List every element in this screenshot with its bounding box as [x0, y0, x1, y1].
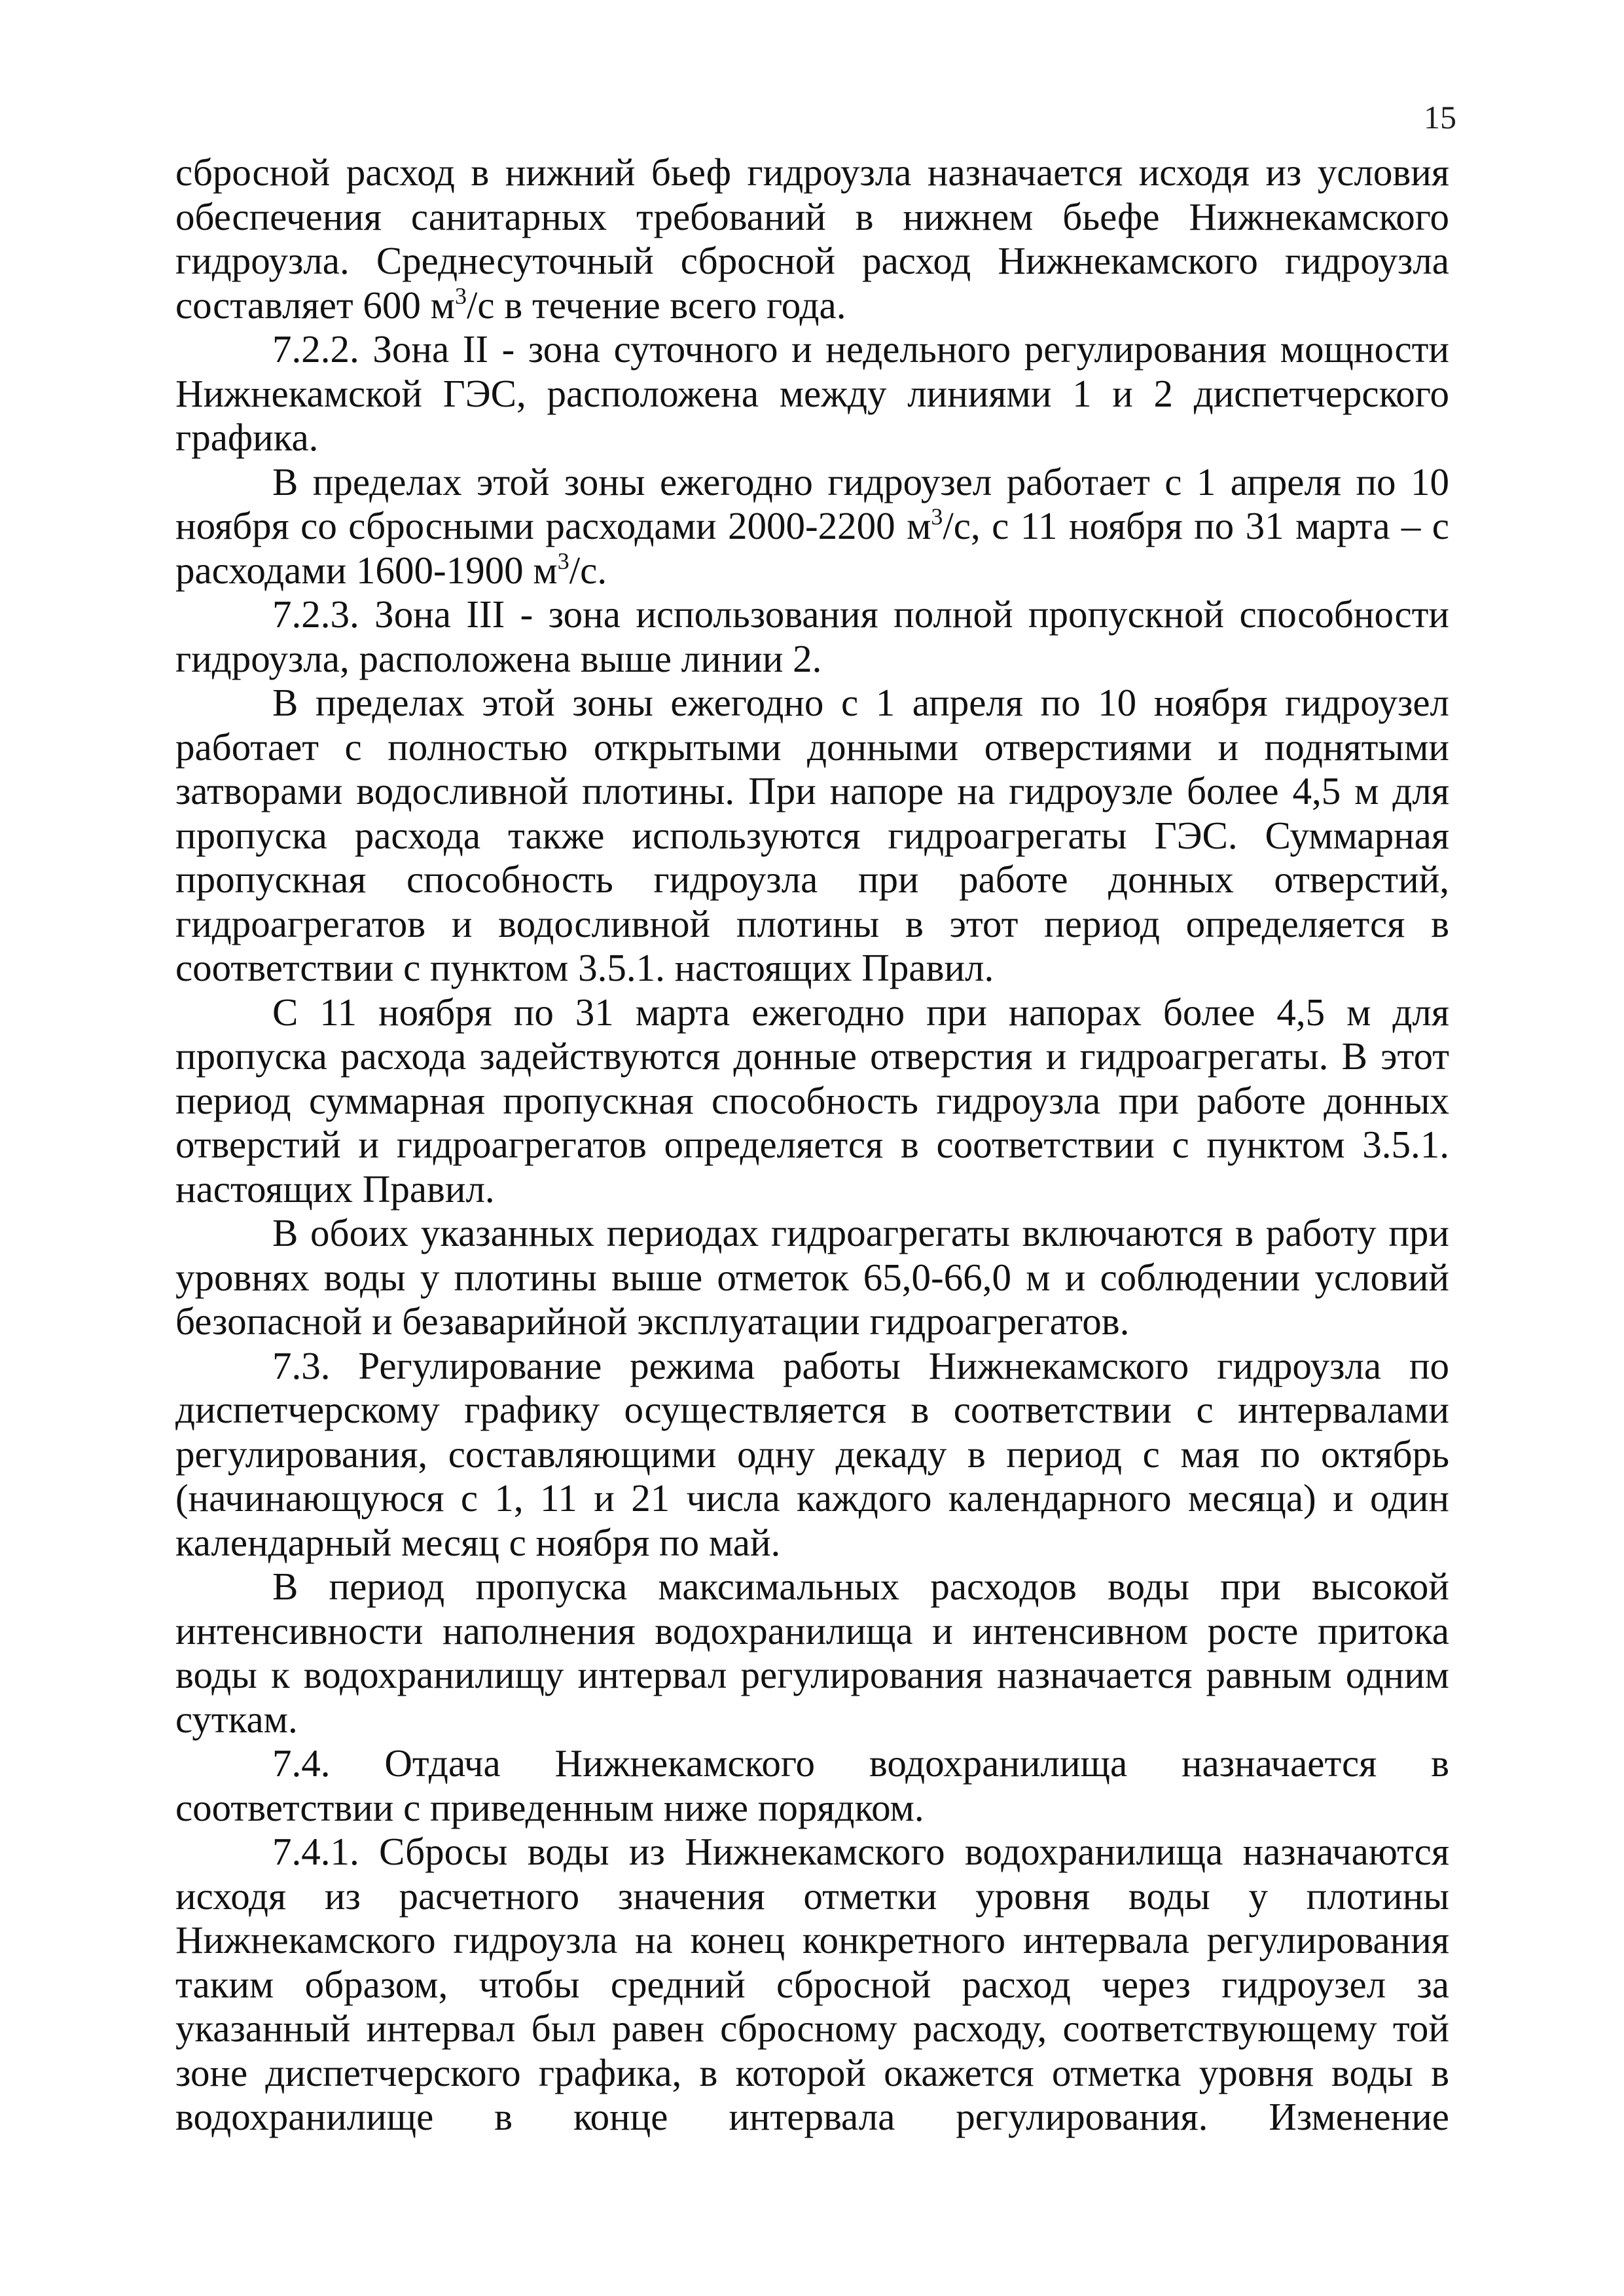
- superscript: 3: [557, 547, 569, 574]
- superscript: 3: [455, 282, 467, 309]
- paragraph-section-7-4: 7.4. Отдача Нижнекамского водохранилища назначается в соответствии с приведенным ниже порядком.: [175, 1741, 1449, 1829]
- paragraph-regulation-interval: В период пропуска максимальных расходов воды при высокой интенсивности наполнения водохранилища и интенсивном росте притока воды к водохранилищу интервал регулирования назначается равным одним суткам.: [175, 1565, 1449, 1741]
- paragraph-text: В пределах этой зоны ежегодно гидроузел работает с 1 апреля по 10 ноября со сбросными расходами 2000-2200 м: [175, 460, 1449, 547]
- paragraph-turbines-activation: В обоих указанных периодах гидроагрегаты включаются в работу при уровнях воды у плотины выше отметок 65,0-66,0 м и соблюдении условий безопасной и безаварийной эксплуатации гидроагрегатов.: [175, 1211, 1449, 1343]
- paragraph-section-7-4-1: 7.4.1. Сбросы воды из Нижнекамского водохранилища назначаются исходя из расчетного значения отметки уровня воды у плотины Нижнекамского гидроузла на конец конкретного интервала регулирования таким образом, чтобы средний сбросной расход через гидроузел за указанный интервал был равен сбросному расходу, соответствующему той зоне диспетчерского графика, в которой окажется отметка уровня воды в водохранилище в конце интервала регулирования. Изменение: [175, 1830, 1449, 2138]
- paragraph-text: /с в течение всего года.: [467, 283, 846, 327]
- paragraph-zone-3-november-march: С 11 ноября по 31 марта ежегодно при напорах более 4,5 м для пропуска расхода задействуются донные отверстия и гидроагрегаты. В этот период суммарная пропускная способность гидроузла при работе донных отверстий и гидроагрегатов определяется в соответствии с пунктом 3.5.1. настоящих Правил.: [175, 990, 1449, 1211]
- paragraph-section-7-3: 7.3. Регулирование режима работы Нижнекамского гидроузла по диспетчерскому графику осуществляется в соответствии с интервалами регулирования, составляющими одну декаду в период с мая по октябрь (начинающуюся с 1, 11 и 21 числа каждого календарного месяца) и один календарный месяц с ноября по май.: [175, 1343, 1449, 1564]
- paragraph-sanitary-discharge: [175, 151, 1449, 327]
- paragraph-zone-2-discharges: [175, 460, 1449, 593]
- paragraph-zone-2: 7.2.2. Зона II - зона суточного и недельного регулирования мощности Нижнекамской ГЭС, расположена между линиями 1 и 2 диспетчерского графика.: [175, 327, 1449, 459]
- paragraph-text: сбросной расход в нижний бьеф гидроузла назначается исходя из условия обеспечения санитарных требований в нижнем бьефе Нижнекамского гидроузла. Среднесуточный сбросной расход Нижнекамского гидроузла составляет 600 м: [175, 151, 1449, 327]
- paragraph-zone-3-april-november: В пределах этой зоны ежегодно с 1 апреля по 10 ноября гидроузел работает с полностью открытыми донными отверстиями и поднятыми затворами водосливной плотины. При напоре на гидроузле более 4,5 м для пропуска расхода также используются гидроагрегаты ГЭС. Суммарная пропускная способность гидроузла при работе донных отверстий, гидроагрегатов и водосливной плотины в этот период определяется в соответствии с пунктом 3.5.1. настоящих Правил.: [175, 681, 1449, 989]
- paragraph-text: /с.: [569, 548, 607, 592]
- superscript: 3: [931, 503, 943, 530]
- paragraph-zone-3: 7.2.3. Зона III - зона использования полной пропускной способности гидроузла, расположена выше линии 2.: [175, 592, 1449, 680]
- page-number: 15: [1424, 99, 1456, 136]
- paragraph-text: /с, с 11 ноября по 31 марта – с расходами 1600-1900 м: [175, 504, 1449, 592]
- document-body: [175, 151, 1449, 2140]
